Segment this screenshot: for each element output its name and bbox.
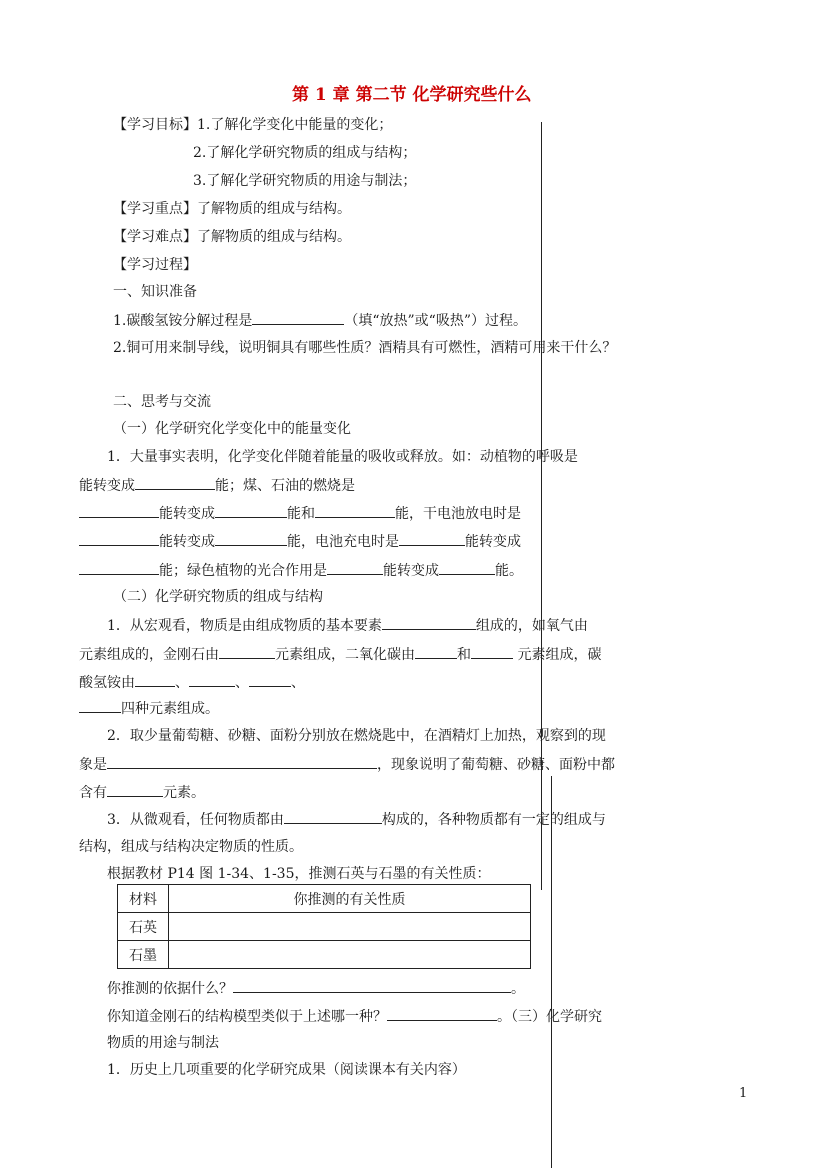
p1-l2-a: 能转变成 — [79, 478, 135, 494]
p3-l2-a: 象是 — [79, 757, 107, 773]
answer-blank[interactable] — [252, 310, 344, 325]
diamond-text-b: 。（三）化学研究 — [497, 1009, 602, 1025]
section2-heading: 二、思考与交流 — [113, 394, 211, 410]
q1-text-b: （填“放热”或“吸热”）过程。 — [344, 313, 527, 329]
basis-question — [107, 978, 525, 999]
p2-line-4 — [79, 698, 219, 719]
answer-blank[interactable] — [79, 531, 159, 546]
section2-sub1: （一）化学研究化学变化中的能量变化 — [113, 421, 351, 437]
answer-blank[interactable] — [215, 531, 287, 546]
p2-l3-b: 、 — [175, 675, 189, 691]
answer-blank[interactable] — [315, 503, 395, 518]
answer-blank[interactable] — [415, 644, 457, 659]
p2-l2-b: 元素组成，二氧化碳由 — [275, 647, 415, 663]
p4-line-2: 结构，组成与结构决定物质的性质。 — [79, 839, 303, 855]
p1-l4-a: 能转变成 — [159, 534, 215, 550]
table-row — [118, 941, 531, 969]
p2-l1-a: 1．从宏观看，物质是由组成物质的基本要素 — [107, 618, 382, 634]
vertical-rule-lower — [551, 776, 552, 1168]
p1-line-4 — [79, 531, 521, 552]
answer-blank[interactable] — [189, 672, 235, 687]
p3-line-1: 2．取少量葡萄糖、砂糖、面粉分别放在燃烧匙中，在酒精灯上加热，观察到的现 — [107, 728, 606, 744]
p1-line-2 — [79, 475, 355, 496]
process-label: 【学习过程】 — [113, 257, 197, 273]
answer-blank[interactable] — [399, 531, 465, 546]
section1-q1 — [113, 310, 527, 331]
properties-table — [117, 884, 531, 969]
p2-l2-a: 元素组成的，金刚石由 — [79, 647, 219, 663]
p3-l2-b: ，现象说明了葡萄糖、砂糖、面粉中都 — [377, 757, 615, 773]
table-header-cell: 材料 — [118, 885, 169, 913]
p2-l2-d: 元素组成，碳 — [513, 647, 602, 663]
answer-blank[interactable] — [387, 1006, 497, 1021]
p2-l1-b: 组成的，如氧气由 — [475, 618, 588, 634]
p3-l3-b: 元素。 — [163, 785, 205, 801]
section1-heading: 一、知识准备 — [113, 284, 197, 300]
p6-line: 1．历史上几项重要的化学研究成果（阅读课本有关内容） — [107, 1062, 466, 1078]
basis-text-b: 。 — [511, 981, 525, 997]
p1-l4-b: 能，电池充电时是 — [287, 534, 399, 550]
goals-label: 【学习目标】 — [113, 117, 197, 133]
diamond-question-cont: 物质的用途与制法 — [107, 1035, 219, 1051]
p2-l3-d: 、 — [291, 675, 305, 691]
page-title: 第 1 章 第二节 化学研究些什么 — [292, 85, 532, 105]
p5-line: 根据教材 P14 图 1-34、1-35，推测石英与石墨的有关性质： — [107, 866, 491, 882]
answer-blank[interactable] — [107, 782, 163, 797]
p1-l3-c: 能，干电池放电时是 — [395, 506, 521, 522]
p3-line-2 — [79, 754, 615, 775]
p3-line-3 — [79, 782, 205, 803]
p1-line-3 — [79, 503, 521, 524]
basis-text-a: 你推测的依据什么？ — [107, 981, 233, 997]
key-point: 【学习重点】了解物质的组成与结构。 — [113, 201, 351, 217]
p2-line-2 — [79, 644, 601, 665]
p2-l2-c: 和 — [457, 647, 471, 663]
goal-2: 2.了解化学研究物质的组成与结构； — [193, 145, 417, 161]
p2-l3-c: 、 — [235, 675, 249, 691]
p1-l3-a: 能转变成 — [159, 506, 215, 522]
p1-l2-b: 能；煤、石油的燃烧是 — [215, 478, 355, 494]
p4-l1-a: 3．从微观看，任何物质都由 — [107, 812, 284, 828]
answer-blank[interactable] — [79, 560, 159, 575]
p2-l3-a: 酸氢铵由 — [79, 675, 135, 691]
answer-blank[interactable] — [79, 503, 159, 518]
answer-blank[interactable] — [327, 560, 383, 575]
p1-l5-a: 能；绿色植物的光合作用是 — [159, 563, 327, 579]
goal-3: 3.了解化学研究物质的用途与制法； — [193, 173, 417, 189]
diamond-text-a: 你知道金刚石的结构模型类似于上述哪一种？ — [107, 1009, 387, 1025]
table-cell: 石英 — [118, 913, 169, 941]
answer-blank[interactable] — [135, 672, 175, 687]
p4-line-1 — [107, 809, 606, 830]
p1-line-1: 1．大量事实表明，化学变化伴随着能量的吸收或释放。如：动植物的呼吸是 — [107, 449, 578, 465]
p1-l4-c: 能转变成 — [465, 534, 521, 550]
diamond-question — [107, 1006, 602, 1027]
page-number: 1 — [739, 1086, 748, 1101]
p4-l1-b: 构成的，各种物质都有一定的组成与 — [381, 812, 606, 828]
answer-blank[interactable] — [249, 672, 291, 687]
q1-text-a: 1.碳酸氢铵分解过程是 — [113, 313, 253, 329]
p1-l5-b: 能转变成 — [383, 563, 439, 579]
answer-blank[interactable] — [284, 809, 382, 824]
p1-line-5 — [79, 560, 523, 581]
goals-line-1 — [113, 115, 392, 135]
p3-l3-a: 含有 — [79, 785, 107, 801]
table-cell: 石墨 — [118, 941, 169, 969]
table-row — [118, 913, 531, 941]
answer-blank[interactable] — [107, 754, 377, 769]
table-header-cell: 你推测的有关性质 — [169, 885, 531, 913]
p2-l4: 四种元素组成。 — [121, 701, 219, 717]
difficult-point: 【学习难点】了解物质的组成与结构。 — [113, 229, 351, 245]
p2-line-3 — [79, 672, 305, 693]
table-header-row — [118, 885, 531, 913]
goal-1: 1.了解化学变化中能量的变化； — [197, 117, 393, 133]
section2-sub2: （二）化学研究物质的组成与结构 — [113, 589, 323, 605]
answer-blank[interactable] — [382, 615, 476, 630]
table-answer-cell[interactable] — [169, 913, 531, 941]
answer-blank[interactable] — [215, 503, 287, 518]
answer-blank[interactable] — [233, 978, 511, 993]
answer-blank[interactable] — [135, 475, 215, 490]
answer-blank[interactable] — [219, 644, 275, 659]
section1-q2: 2.铜可用来制导线，说明铜具有哪些性质？酒精具有可燃性，酒精可用来干什么？ — [113, 340, 617, 356]
answer-blank[interactable] — [471, 644, 513, 659]
p1-l5-c: 能。 — [495, 563, 523, 579]
p2-line-1 — [107, 615, 588, 636]
table-answer-cell[interactable] — [169, 941, 531, 969]
answer-blank[interactable] — [79, 698, 121, 713]
answer-blank[interactable] — [439, 560, 495, 575]
p1-l3-b: 能和 — [287, 506, 315, 522]
